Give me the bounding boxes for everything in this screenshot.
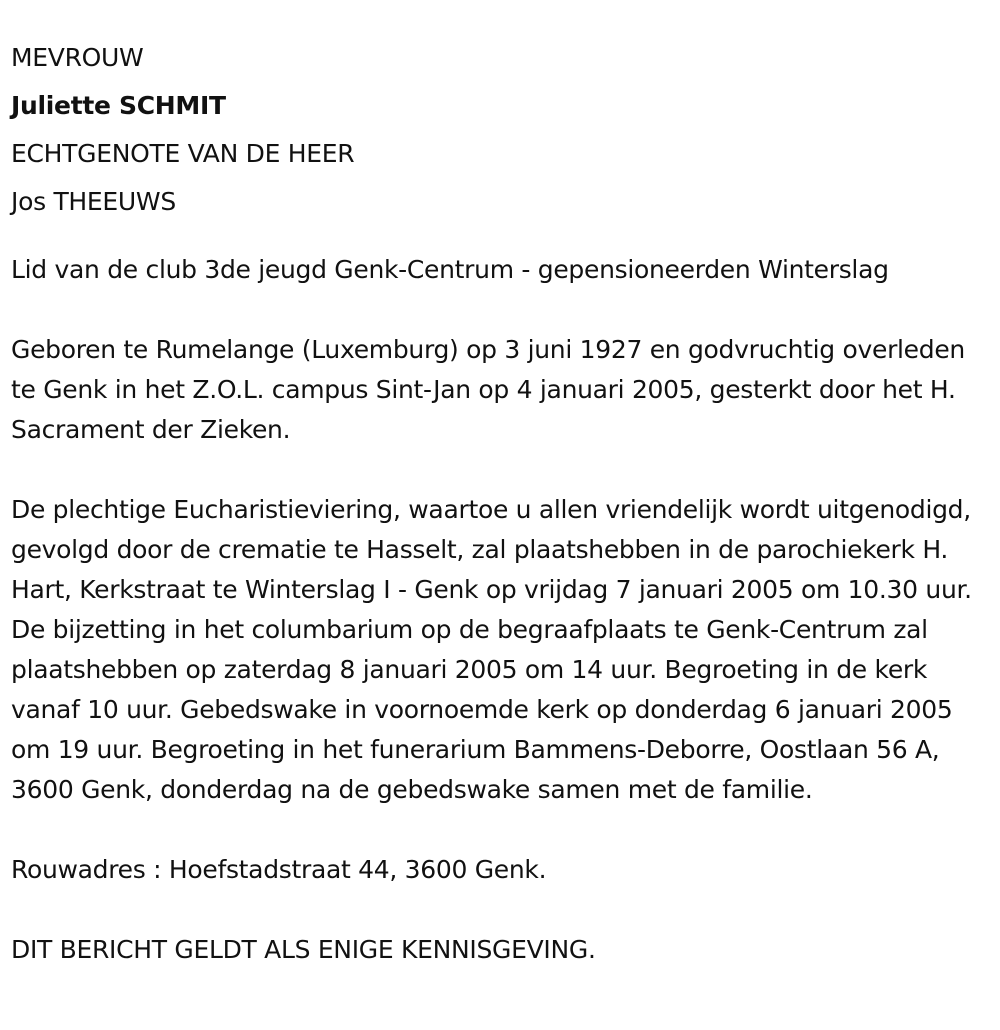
spacer [11, 810, 996, 850]
spacer [11, 226, 996, 250]
relation-line: ECHTGENOTE VAN DE HEER [11, 139, 355, 168]
ceremony-paragraph: De plechtige Eucharistieviering, waartoe u allen vriendelijk wordt uitgenodigd, gevolgd door de crematie te Hasselt, zal plaatshebben in de parochiekerk H. Hart, Kerkstraat te Winterslag I - Genk op vrijdag 7 januari 2005 om 10.30 uur. De bijzetting in het columbarium op de begraafplaats te Genk-Centrum zal plaatshebben op zaterdag 8 januari 2005 om 14 uur. Begroeting in de kerk vanaf 10 uur. Gebedswake in voornoemde kerk op donderdag 6 januari 2005 om 19 uur. Begroeting in het funerarium Bammens-Deborre, Oostlaan 56 A, 3600 Genk, donderdag na de gebedswake samen met de familie. [11, 495, 972, 804]
birth-death-paragraph: Geboren te Rumelange (Luxemburg) op 3 juni 1927 en godvruchtig overleden te Genk in het Z.O.L. campus Sint-Jan op 4 januari 2005, gesterkt door het H. Sacrament der Zieken. [11, 335, 965, 444]
death-notice [11, 34, 996, 970]
spouse-name: Jos THEEUWS [11, 187, 176, 216]
membership-line: Lid van de club 3de jeugd Genk-Centrum - gepensioneerden Winterslag [11, 255, 889, 284]
spacer [11, 290, 996, 330]
spacer [11, 890, 996, 930]
closing-statement: DIT BERICHT GELDT ALS ENIGE KENNISGEVING. [11, 935, 596, 964]
mourning-address: Rouwadres : Hoefstadstraat 44, 3600 Genk. [11, 855, 547, 884]
salutation: MEVROUW [11, 43, 144, 72]
deceased-name: Juliette SCHMIT [11, 91, 226, 120]
spacer [11, 450, 996, 490]
